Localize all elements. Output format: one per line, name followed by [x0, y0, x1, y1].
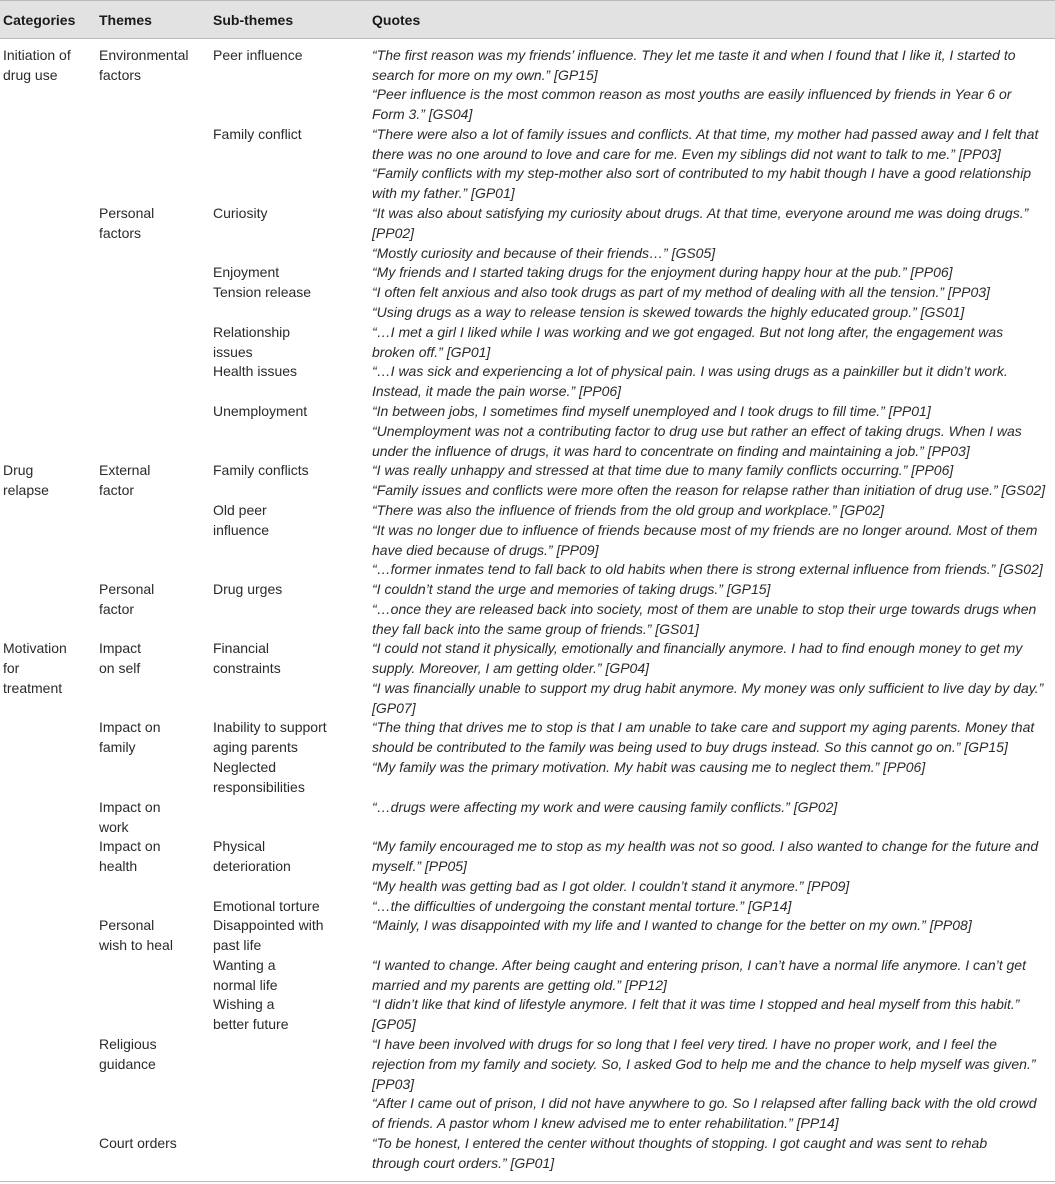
quote: “…once they are released back into society, most of them are unable to stop their urge towards drugs when they fall back into the same group of friends.” [GS01]: [372, 601, 1037, 637]
subtheme-unemployment: Unemployment: [213, 403, 308, 419]
quote: “I was really unhappy and stressed at that time due to many family conflicts occurring.” [PP06]: [372, 462, 954, 478]
subtheme-financial: Financial constraints: [213, 640, 281, 676]
quote: “Family conflicts with my step-mother also sort of contributed to my habit though I have a good relationship with my father.” [GP01]: [372, 165, 1032, 201]
quote: “The thing that drives me to stop is that I am unable to take care and support my aging parents. Money that should be contributed to the family was being used to buy drugs instead. So this cannot go on.” [GP15]: [372, 719, 1035, 755]
subtheme-emotional: Emotional torture: [213, 898, 320, 914]
quote: “Family issues and conflicts were more often the reason for relapse rather than initiation of drug use.” [GS02]: [372, 482, 1046, 498]
quote: “I wanted to change. After being caught and entering prison, I can’t have a normal life anymore. I can’t get married and my parents are getting old.” [PP12]: [372, 957, 1026, 993]
subtheme-normal-life: Wanting a normal life: [213, 957, 278, 993]
category-motivation: Motivation for treatment: [3, 640, 67, 696]
quote: “My family was the primary motivation. My habit was causing me to neglect them.” [PP06]: [372, 759, 926, 775]
quote: “There was also the influence of friends from the old group and workplace.” [GP02]: [372, 502, 885, 518]
subtheme-peer-influence: Peer influence: [213, 47, 303, 63]
subtheme-relationship: Relationship issues: [213, 324, 291, 360]
header-quotes: Quotes: [372, 12, 421, 28]
header-rule: [0, 38, 1055, 39]
subtheme-tension-release: Tension release: [213, 284, 312, 300]
theme-personal-wish: Personal wish to heal: [99, 917, 173, 953]
theme-religious: Religious guidance: [99, 1036, 157, 1072]
category-relapse: Drug relapse: [3, 462, 49, 498]
header-themes: Themes: [99, 12, 152, 28]
quote: “After I came out of prison, I did not have anywhere to go. So I relapsed after falling back with the old crowd of friends. A pastor whom I knew advised me to enter rehabilitation.” [PP14]: [372, 1095, 1037, 1131]
subtheme-curiosity: Curiosity: [213, 205, 268, 221]
subtheme-drug-urges: Drug urges: [213, 581, 283, 597]
header-subthemes: Sub-themes: [213, 12, 294, 28]
quote: “My friends and I started taking drugs for the enjoyment during happy hour at the pub.” [PP06]: [372, 264, 953, 280]
quote: “…former inmates tend to fall back to old habits when there is strong external influence from friends.” [GS02]: [372, 561, 1043, 577]
quote: “…I was sick and experiencing a lot of physical pain. I was using drugs as a painkiller but it didn’t work. Instead, it made the pain worse.” [PP06]: [372, 363, 1008, 399]
quote: “It was no longer due to influence of friends because most of my friends are no longer around. Most of them have died because of drugs.” [PP09]: [372, 522, 1038, 558]
theme-impact-health: Impact on health: [99, 838, 161, 874]
quote: “I didn’t like that kind of lifestyle anymore. I felt that it was time I stopped and heal myself from this habit.” [GP05]: [372, 996, 1020, 1032]
quote: “My health was getting bad as I got older. I couldn’t stand it anymore.” [PP09]: [372, 878, 850, 894]
header-categories: Categories: [3, 12, 76, 28]
bottom-rule: [0, 1181, 1055, 1182]
theme-court-orders: Court orders: [99, 1135, 177, 1151]
quote: “Unemployment was not a contributing factor to drug use but rather an effect of taking drugs. When I was under the influence of drugs, it was hard to concentrate on finding and maintaining a job.” [PP03]: [372, 423, 1022, 459]
top-rule: [0, 0, 1055, 1]
quote: “Mainly, I was disappointed with my life and I wanted to change for the better on my own.” [PP08]: [372, 917, 972, 933]
subtheme-disappointed: Disappointed with past life: [213, 917, 324, 953]
theme-environmental: Environmental factors: [99, 47, 189, 83]
quote: “My family encouraged me to stop as my health was not so good. I also wanted to change for the future and myself.” [PP05]: [372, 838, 1039, 874]
quote: “There were also a lot of family issues and conflicts. At that time, my mother had passed away and I felt that there was no one around to love and care for me. Even my siblings did not want to talk to me.” [PP03]: [372, 126, 1039, 162]
subtheme-enjoyment: Enjoyment: [213, 264, 280, 280]
subtheme-family-conflicts: Family conflicts: [213, 462, 309, 478]
quote: “…drugs were affecting my work and were causing family conflicts.” [GP02]: [372, 799, 838, 815]
theme-personal-factor: Personal factor: [99, 581, 155, 617]
quote: “To be honest, I entered the center without thoughts of stopping. I got caught and was sent to rehab through court orders.” [GP01]: [372, 1135, 988, 1171]
theme-personal-factors: Personal factors: [99, 205, 155, 241]
table-header-background: [0, 0, 1055, 38]
quote: “…I met a girl I liked while I was working and we got engaged. But not long after, the engagement was broken off.” [GP01]: [372, 324, 1004, 360]
subtheme-aging-parents: Inability to support aging parents: [213, 719, 327, 755]
quote: “The first reason was my friends’ influence. They let me taste it and when I found that I like it, I started to search for more on my own.” [GP15]: [372, 47, 1016, 83]
quote: “Mostly curiosity and because of their friends…” [GS05]: [372, 245, 716, 261]
theme-impact-work: Impact on work: [99, 799, 161, 835]
subtheme-family-conflict: Family conflict: [213, 126, 302, 142]
subtheme-old-peer: Old peer influence: [213, 502, 270, 538]
theme-impact-family: Impact on family: [99, 719, 161, 755]
subtheme-health-issues: Health issues: [213, 363, 298, 379]
subtheme-neglected: Neglected responsibilities: [213, 759, 305, 795]
quote: “I have been involved with drugs for so long that I feel very tired. I have no proper work, and I feel the rejection from my family and society. So, I asked God to help me and the chance to help myself was given.” [PP03]: [372, 1036, 1036, 1092]
subtheme-physical: Physical deterioration: [213, 838, 291, 874]
quote: “Using drugs as a way to release tension is skewed towards the highly educated group.” [GS01]: [372, 304, 965, 320]
quote: “I could not stand it physically, emotionally and financially anymore. I had to find enough money to get my supply. Moreover, I am getting older.” [GP04]: [372, 640, 1023, 676]
quote: “I was financially unable to support my drug habit anymore. My money was only sufficient to live day by day.” [GP07]: [372, 680, 1044, 716]
quote: “It was also about satisfying my curiosity about drugs. At that time, everyone around me was doing drugs.” [PP02]: [372, 205, 1029, 241]
category-initiation: Initiation of drug use: [3, 47, 71, 83]
theme-external-factor: External factor: [99, 462, 151, 498]
quote: “…the difficulties of undergoing the constant mental torture.” [GP14]: [372, 898, 792, 914]
theme-impact-self: Impact on self: [99, 640, 142, 676]
quote: “Peer influence is the most common reason as most youths are easily influenced by friends in Year 6 or Form 3.” [GS04]: [372, 86, 1012, 122]
quote: “I couldn’t stand the urge and memories of taking drugs.” [GP15]: [372, 581, 771, 597]
quote: “I often felt anxious and also took drugs as part of my method of dealing with all the tension.” [PP03]: [372, 284, 990, 300]
subtheme-better-future: Wishing a better future: [213, 996, 289, 1032]
quote: “In between jobs, I sometimes find myself unemployed and I took drugs to fill time.” [PP01]: [372, 403, 931, 419]
